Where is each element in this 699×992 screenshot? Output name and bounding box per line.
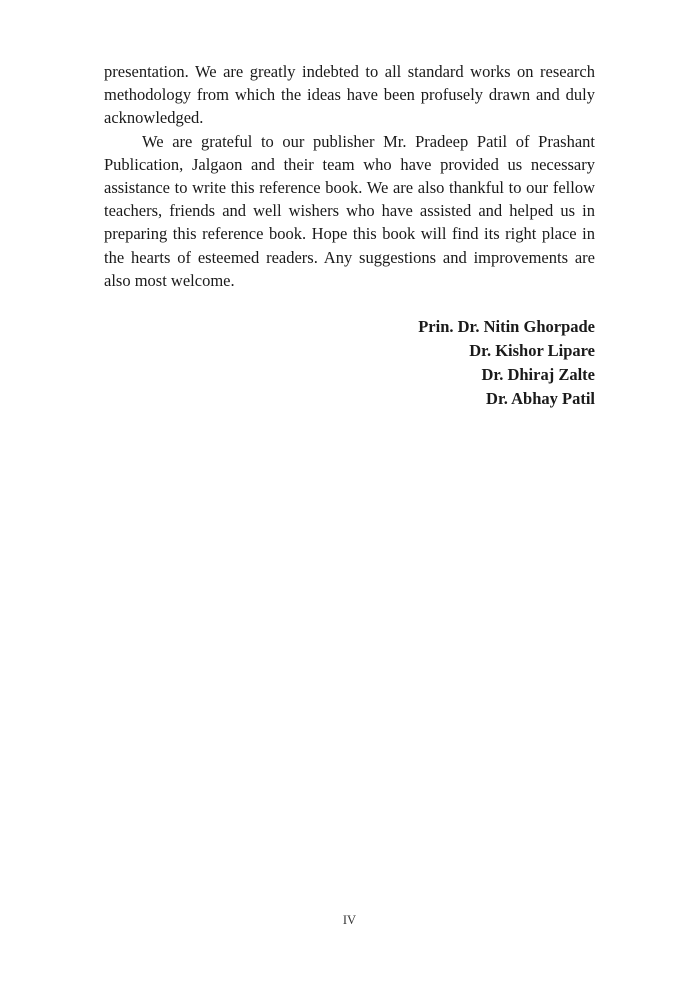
signature-name: Prin. Dr. Nitin Ghorpade (418, 317, 595, 337)
page-number: IV (342, 913, 357, 927)
page-content (104, 60, 595, 411)
paragraph-acknowledgement: We are grateful to our publisher Mr. Pradeep Patil of Prashant Publication, Jalgaon and their team who have provided us necessary assistance to write this reference book. We are also thankful to our fellow teachers, friends and well wishers who have assisted and helped us in preparing this reference book. Hope this book will find its right place in the hearts of esteemed readers. Any suggestions and improvements are also most welcome. (104, 131, 595, 290)
signature-block (104, 315, 595, 411)
signature-name: Dr. Kishor Lipare (469, 341, 595, 361)
signature-name: Dr. Dhiraj Zalte (481, 365, 595, 385)
paragraph-continuation: presentation. We are greatly indebted to all standard works on research methodology from which the ideas have been profusely drawn and duly acknowledged. (104, 62, 595, 128)
signature-name: Dr. Abhay Patil (486, 389, 595, 409)
